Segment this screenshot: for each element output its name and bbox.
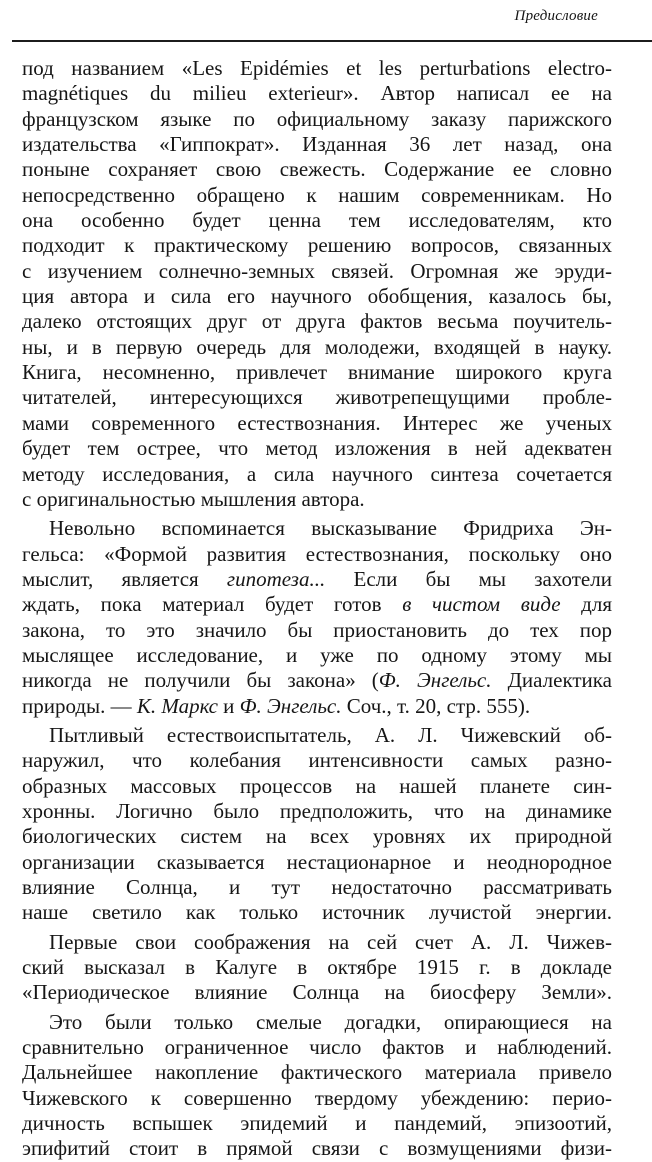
italic-fragment: Ф. Энгельс. xyxy=(239,693,342,718)
text-line xyxy=(22,1035,612,1060)
text-fragment: образных массовых процессов на нашей планете син- xyxy=(22,773,612,798)
page-text xyxy=(22,56,612,1162)
text-fragment: читателей, интересующихся животрепещущими пробле- xyxy=(22,385,612,410)
text-line xyxy=(22,411,612,436)
text-line xyxy=(22,723,612,748)
text-line xyxy=(22,1086,612,1111)
text-line xyxy=(22,284,612,309)
text-fragment: наше светило как только источник лучистой энергии. xyxy=(22,900,612,925)
text-fragment: поныне сохраняет свою свежесть. Содержание ее словно xyxy=(22,157,612,182)
text-line xyxy=(22,335,612,360)
text-fragment: Книга, несомненно, привлечет внимание широкого круга xyxy=(22,360,612,385)
text-line xyxy=(22,183,612,208)
text-line xyxy=(22,618,612,643)
text-line xyxy=(22,487,612,512)
text-fragment: Чижевского к совершенно твердому убеждению: перио- xyxy=(22,1085,612,1110)
text-fragment: подходит к практическому решению вопросов, связанных xyxy=(22,233,612,258)
text-line xyxy=(22,748,612,773)
text-fragment: для xyxy=(560,592,613,617)
text-fragment: организации сказывается нестационарное и неоднородное xyxy=(22,849,612,874)
paragraph xyxy=(22,516,612,719)
text-line xyxy=(22,930,612,955)
text-line xyxy=(22,799,612,824)
text-line xyxy=(22,542,612,567)
text-line xyxy=(22,157,612,182)
text-line xyxy=(22,233,612,258)
text-fragment: Пытливый естествоиспытатель, А. Л. Чижевский об- xyxy=(49,722,612,747)
text-fragment: ждать, пока материал будет готов xyxy=(22,592,403,617)
text-line xyxy=(22,516,612,541)
text-fragment: мами современного естествознания. Интерес же ученых xyxy=(22,410,612,435)
text-line xyxy=(22,259,612,284)
text-line xyxy=(22,875,612,900)
text-fragment: наружил, что колебания интенсивности самых разно- xyxy=(22,748,612,773)
text-line xyxy=(22,208,612,233)
text-line xyxy=(22,309,612,334)
paragraph xyxy=(22,930,612,1006)
text-fragment: никогда не получили бы закона» ( xyxy=(22,668,379,693)
text-fragment: непосредственно обращено к нашим современникам. Но xyxy=(22,182,612,207)
text-line xyxy=(22,436,612,461)
text-line xyxy=(22,824,612,849)
paragraph xyxy=(22,723,612,926)
text-line xyxy=(22,850,612,875)
text-line xyxy=(22,980,612,1005)
text-fragment: Это были только смелые догадки, опирающиеся на xyxy=(49,1009,612,1034)
text-line xyxy=(22,462,612,487)
running-head: Предисловие xyxy=(514,8,598,24)
text-line xyxy=(22,1136,612,1161)
text-line xyxy=(22,900,612,925)
text-line xyxy=(22,668,612,693)
text-line xyxy=(22,56,612,81)
text-fragment: ны, и в первую очередь для молодежи, входящей в науку. xyxy=(22,334,612,359)
text-line xyxy=(22,694,612,719)
text-line xyxy=(22,385,612,410)
text-fragment: мыслит, является xyxy=(22,566,227,591)
header-rule xyxy=(12,40,652,42)
text-fragment: Невольно вспоминается высказывание Фридриха Эн- xyxy=(49,516,612,541)
text-fragment: эпифитий стоит в прямой связи с возмущениями физи- xyxy=(22,1136,612,1161)
text-line xyxy=(22,1060,612,1085)
text-line xyxy=(22,955,612,980)
text-fragment: с изучением солнечно-земных связей. Огромная же эруди- xyxy=(22,258,612,283)
text-fragment: методу исследования, а сила научного синтеза сочетается xyxy=(22,461,612,486)
text-fragment: далеко отстоящих друг от друга фактов весьма поучитель- xyxy=(22,309,612,334)
text-fragment: гельса: «Формой развития естествознания, поскольку оно xyxy=(22,541,612,566)
text-fragment: «Периодическое влияние Солнца на биосферу Земли». xyxy=(22,980,612,1005)
text-fragment: сравнительно ограниченное число фактов и наблюдений. xyxy=(22,1035,612,1060)
text-line xyxy=(22,132,612,157)
text-fragment: природы. — xyxy=(22,693,137,718)
italic-fragment: К. Маркс xyxy=(136,693,218,718)
text-line xyxy=(22,567,612,592)
text-fragment: magnétiques du milieu exterieur». Автор написал ее на xyxy=(22,81,612,106)
text-fragment: мыслящее исследование, и уже по одному этому мы xyxy=(22,642,612,667)
text-fragment: и xyxy=(217,693,240,718)
text-fragment: закона, то это значило бы приостановить до тех пор xyxy=(22,617,612,642)
text-fragment: хронны. Логично было предположить, что на динамике xyxy=(22,798,612,823)
text-fragment: Соч., т. 20, стр. 555). xyxy=(341,693,531,718)
text-fragment: под названием «Les Epidémies et les perturbations electro- xyxy=(22,56,612,80)
text-line xyxy=(22,81,612,106)
text-line xyxy=(22,1111,612,1136)
text-fragment: биологических систем на всех уровнях их природной xyxy=(22,824,612,849)
text-fragment: Первые свои соображения на сей счет А. Л. Чижев- xyxy=(49,929,612,954)
text-line xyxy=(22,1010,612,1035)
italic-fragment: гипотеза... xyxy=(226,566,326,591)
text-fragment: влияние Солнца, и тут недостаточно рассматривать xyxy=(22,875,612,899)
italic-fragment: Ф. Энгельс. xyxy=(378,668,492,693)
text-fragment: Если бы мы захотели xyxy=(325,566,612,591)
text-fragment: Дальнейшее накопление фактического материала привело xyxy=(22,1060,612,1085)
text-line xyxy=(22,107,612,132)
text-fragment: с оригинальностью мышления автора. xyxy=(22,486,365,511)
text-fragment: дичность вспышек эпидемий и пандемий, эпизоотий, xyxy=(22,1111,612,1136)
text-fragment: издательства «Гиппократ». Изданная 36 лет назад, она xyxy=(22,132,612,157)
paragraph xyxy=(22,56,612,512)
text-line xyxy=(22,592,612,617)
text-fragment: ский высказал в Калуге в октябре 1915 г. в докладе xyxy=(22,955,612,980)
paragraph xyxy=(22,1010,612,1162)
text-fragment: она особенно будет ценна тем исследователям, кто xyxy=(22,208,612,233)
text-fragment: ция автора и сила его научного обобщения, казалось бы, xyxy=(22,284,612,309)
text-fragment: Диалектика xyxy=(491,668,612,693)
text-fragment: французском языке по официальному заказу парижского xyxy=(22,106,612,131)
italic-fragment: в чистом виде xyxy=(402,592,561,617)
text-line xyxy=(22,774,612,799)
text-fragment: будет тем острее, что метод изложения в ней адекватен xyxy=(22,436,612,461)
text-line xyxy=(22,360,612,385)
text-line xyxy=(22,643,612,668)
